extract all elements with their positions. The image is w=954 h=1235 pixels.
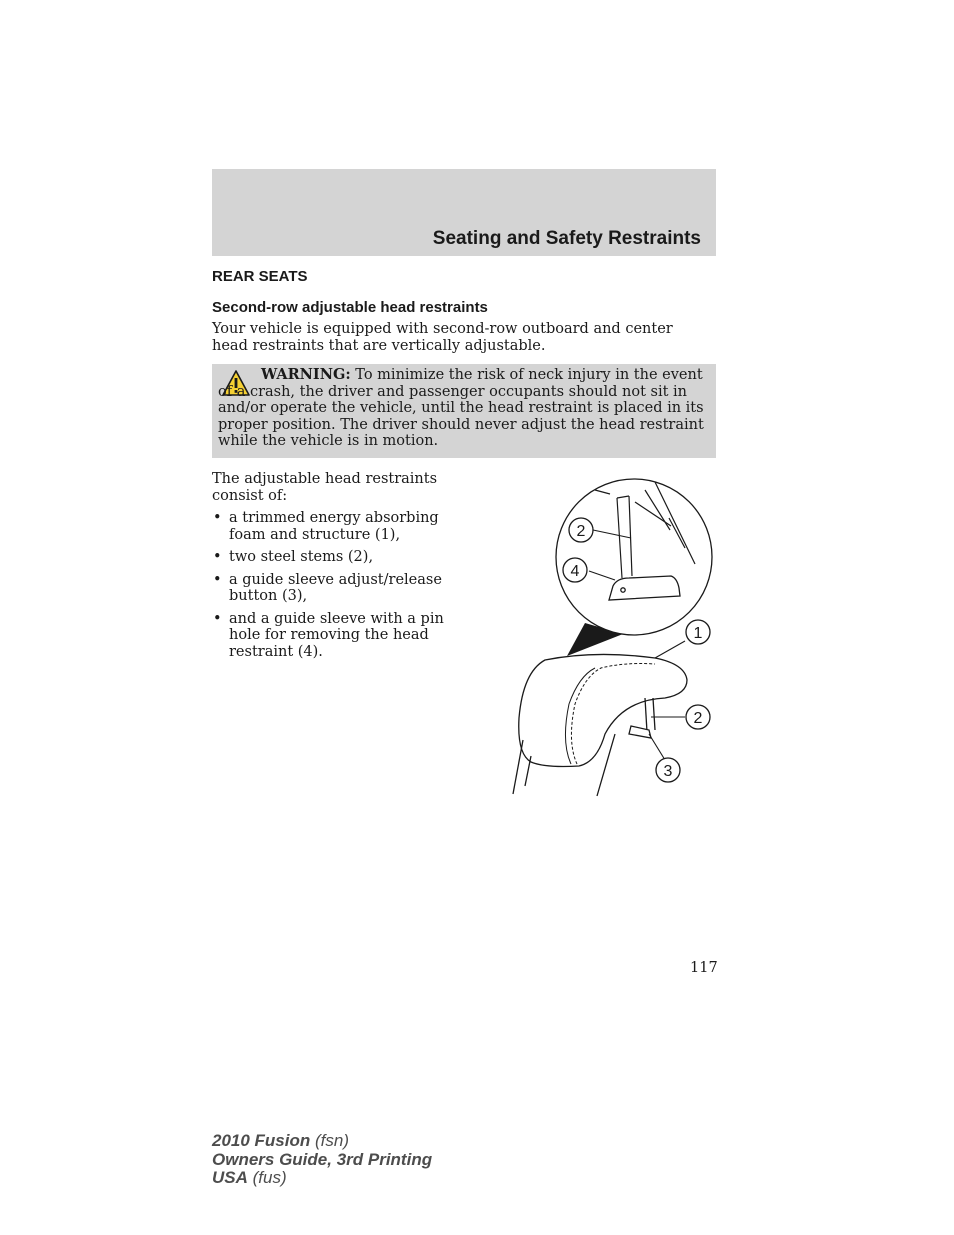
headrest-body bbox=[519, 654, 687, 766]
callout-label: 3 bbox=[663, 763, 673, 780]
bullet-icon: • bbox=[213, 510, 222, 526]
footer-line-2: Owners Guide, 3rd Printing bbox=[212, 1149, 433, 1169]
warning-box bbox=[212, 364, 716, 458]
magnifier-circle bbox=[556, 479, 712, 635]
warning-body: To minimize the risk of neck injury in the event of a crash, the driver and passenger occupants should not sit in and/or operate the vehicle, until the head restraint is placed in its proper position. The driver should never adjust the head restraint while the vehicle is in motion. bbox=[218, 367, 704, 449]
list-item: • a trimmed energy absorbing foam and structure (1), bbox=[213, 510, 439, 543]
warning-label: WARNING: bbox=[261, 366, 351, 383]
chapter-title: Seating and Safety Restraints bbox=[432, 228, 701, 249]
footer-line-3: USA (fus) bbox=[212, 1168, 287, 1187]
warning-text bbox=[218, 367, 710, 450]
components-list bbox=[212, 510, 474, 660]
components-list-section bbox=[212, 471, 474, 666]
callout-label: 1 bbox=[693, 625, 703, 642]
callout-label: 4 bbox=[570, 563, 580, 580]
detail-guide-sleeve bbox=[609, 576, 680, 600]
footer-line-1: 2010 Fusion (fsn) bbox=[212, 1131, 349, 1150]
list-item: • and a guide sleeve with a pin hole for removing the head restraint (4). bbox=[213, 610, 444, 660]
callout-2-bottom bbox=[686, 705, 710, 729]
callout-label: 2 bbox=[576, 523, 586, 540]
callout-label: 2 bbox=[693, 710, 703, 727]
chapter-header-band bbox=[212, 169, 716, 256]
list-item: • a guide sleeve adjust/release button (3), bbox=[213, 571, 442, 604]
subsection-title: Second-row adjustable head restraints bbox=[212, 299, 488, 316]
callout-1 bbox=[686, 620, 710, 644]
guide-sleeve-button bbox=[629, 726, 651, 738]
intro-paragraph: Your vehicle is equipped with second-row outboard and center head restraints that are vertically adjustable. bbox=[212, 321, 673, 354]
components-lead: The adjustable head restraints consist of: bbox=[212, 471, 438, 504]
footer-block bbox=[212, 1132, 432, 1188]
callout-4 bbox=[563, 558, 587, 582]
bullet-icon: • bbox=[213, 549, 222, 565]
section-title: REAR SEATS bbox=[212, 268, 308, 285]
bullet-icon: • bbox=[213, 610, 222, 627]
head-restraint-illustration bbox=[505, 472, 720, 802]
list-item: • two steel stems (2), bbox=[213, 549, 374, 565]
bullet-icon: • bbox=[213, 571, 222, 588]
page-number: 117 bbox=[690, 960, 718, 976]
callout-2-top bbox=[569, 518, 593, 542]
callout-3 bbox=[656, 758, 680, 782]
